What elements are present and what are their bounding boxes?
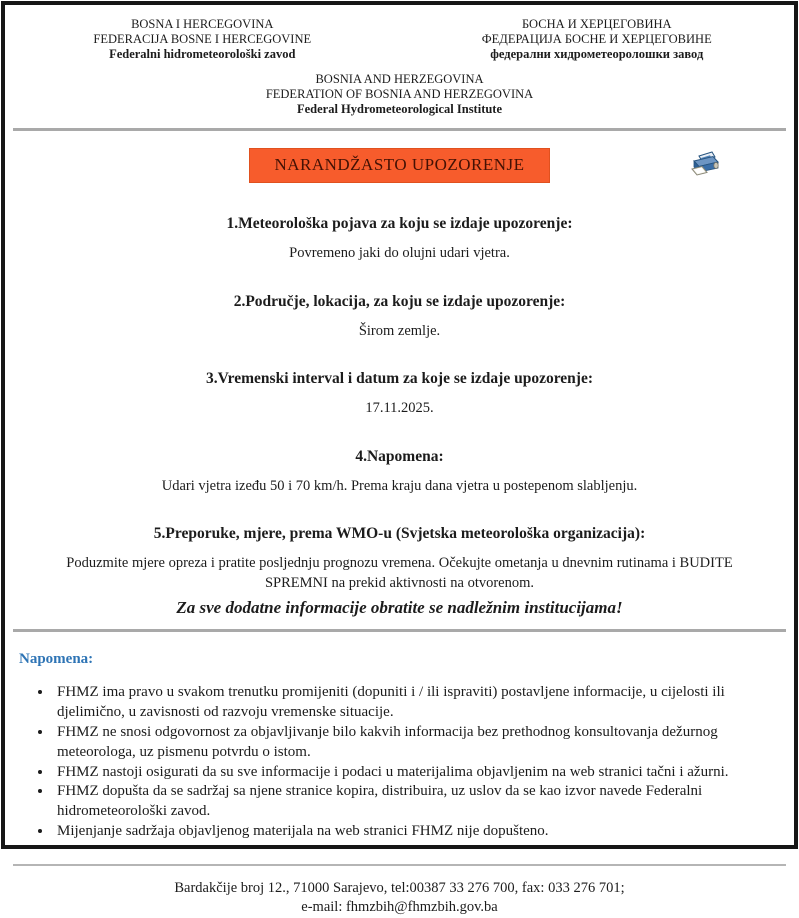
section-body: Povremeno jaki do olujni udari vjetra. [289,245,510,261]
section-note [5,448,794,497]
footer-address: Bardakčije broj 12., 71000 Sarajevo, tel:00387 33 276 700, fax: 033 276 701; [174,879,625,896]
section-heading: 3.Vremenski interval i datum za koje se izdaje upozorenje: [205,370,593,388]
section-phenomenon [5,215,794,264]
emphasis-note: Za sve dodatne informacije obratite se nadležnim institucijama! [176,598,623,618]
header-institute-name: Federalni hidrometeorološki zavod [109,47,296,61]
section-area [5,293,794,342]
header-line: БОСНА И ХЕРЦЕГОВИНА [521,17,672,31]
warning-sections [5,215,794,618]
header-english [5,72,794,117]
section-body: Udari vjetra izeđu 50 i 70 km/h. Prema kraju dana vjetra u postepenom slabljenju. [161,477,638,494]
page-frame [1,1,798,916]
header-line: BOSNIA AND HERZEGOVINA [315,72,484,86]
printer-icon [688,167,722,182]
header-line: BOSNA I HERCEGOVINA [131,17,274,31]
header-institute-name: федерални хидрометеоролошки завод [490,47,704,61]
header-cyrillic [400,17,795,62]
list-item: • FHMZ dopušta da se sadržaj sa njene stranice kopira, distribuira, uz uslov da se kao izvor navede Federalni hidrometeorološki zavod. [53,782,776,822]
section-heading: 2.Područje, lokacija, za koju se izdaje upozorenje: [233,292,566,310]
footer-email: e-mail: fhmzbih@fhmzbih.gov.ba [301,899,498,916]
section-divider [13,629,786,632]
section-heading: 5.Preporuke, mjere, prema WMO-u (Svjetska meteorološka organizacija): [153,525,646,543]
header-line: FEDERATION OF BOSNIA AND HERZEGOVINA [265,87,534,101]
header-divider [13,128,786,131]
section-recommendations [5,525,794,618]
header-bosnian [5,17,400,62]
header [5,5,794,62]
section-interval [5,370,794,419]
section-body: Poduzmite mjere opreza i pratite posljednju prognozu vremena. Očekujte ometanja u dnevnim rutinama i BUDITE SPREMNI na prekid aktivnosti na otvorenom. [66,555,733,591]
footer [5,879,794,918]
warning-level-badge: NARANDŽASTO UPOZORENJE [249,148,549,183]
section-heading: 1.Meteorološka pojava za koju se izdaje upozorenje: [226,215,573,232]
section-body: Širom zemlje. [358,322,441,339]
list-item: • FHMZ ne snosi odgovornost za objavljivanje bilo kakvih informacija bez prethodnog konsultovanja dežurnog meteorologa, uz pismenu potvrdu o istom. [53,723,776,763]
banner-row [5,148,794,182]
header-institute-name: Federal Hydrometeorological Institute [296,102,503,116]
napomena-list [37,683,776,841]
header-line: ФЕДЕРАЦИЈА БОСНЕ И ХЕРЦЕГОВИНЕ [481,32,712,46]
section-heading: 4.Napomena: [355,447,444,465]
print-button[interactable] [688,149,722,181]
napomena-title: Napomena: [19,651,94,668]
list-item: • FHMZ nastoji osigurati da su sve informacije i podaci u materijalima objavljenim na web stranici tačni i ažurni. [53,763,776,783]
footer-divider [13,864,786,866]
header-line: FEDERACIJA BOSNE I HERCEGOVINE [93,32,312,46]
section-body: 17.11.2025. [365,400,434,417]
list-item: • FHMZ ima pravo u svakom trenutku promijeniti (dopuniti i / ili ispraviti) postavljene informacije, u cijelosti ili djelimično, u zavisnosti od razvoju vremenske situacije. [53,683,776,723]
list-item: • Mijenjanje sadržaja objavljenog materijala na web stranici FHMZ nije dopušteno. [53,822,776,842]
